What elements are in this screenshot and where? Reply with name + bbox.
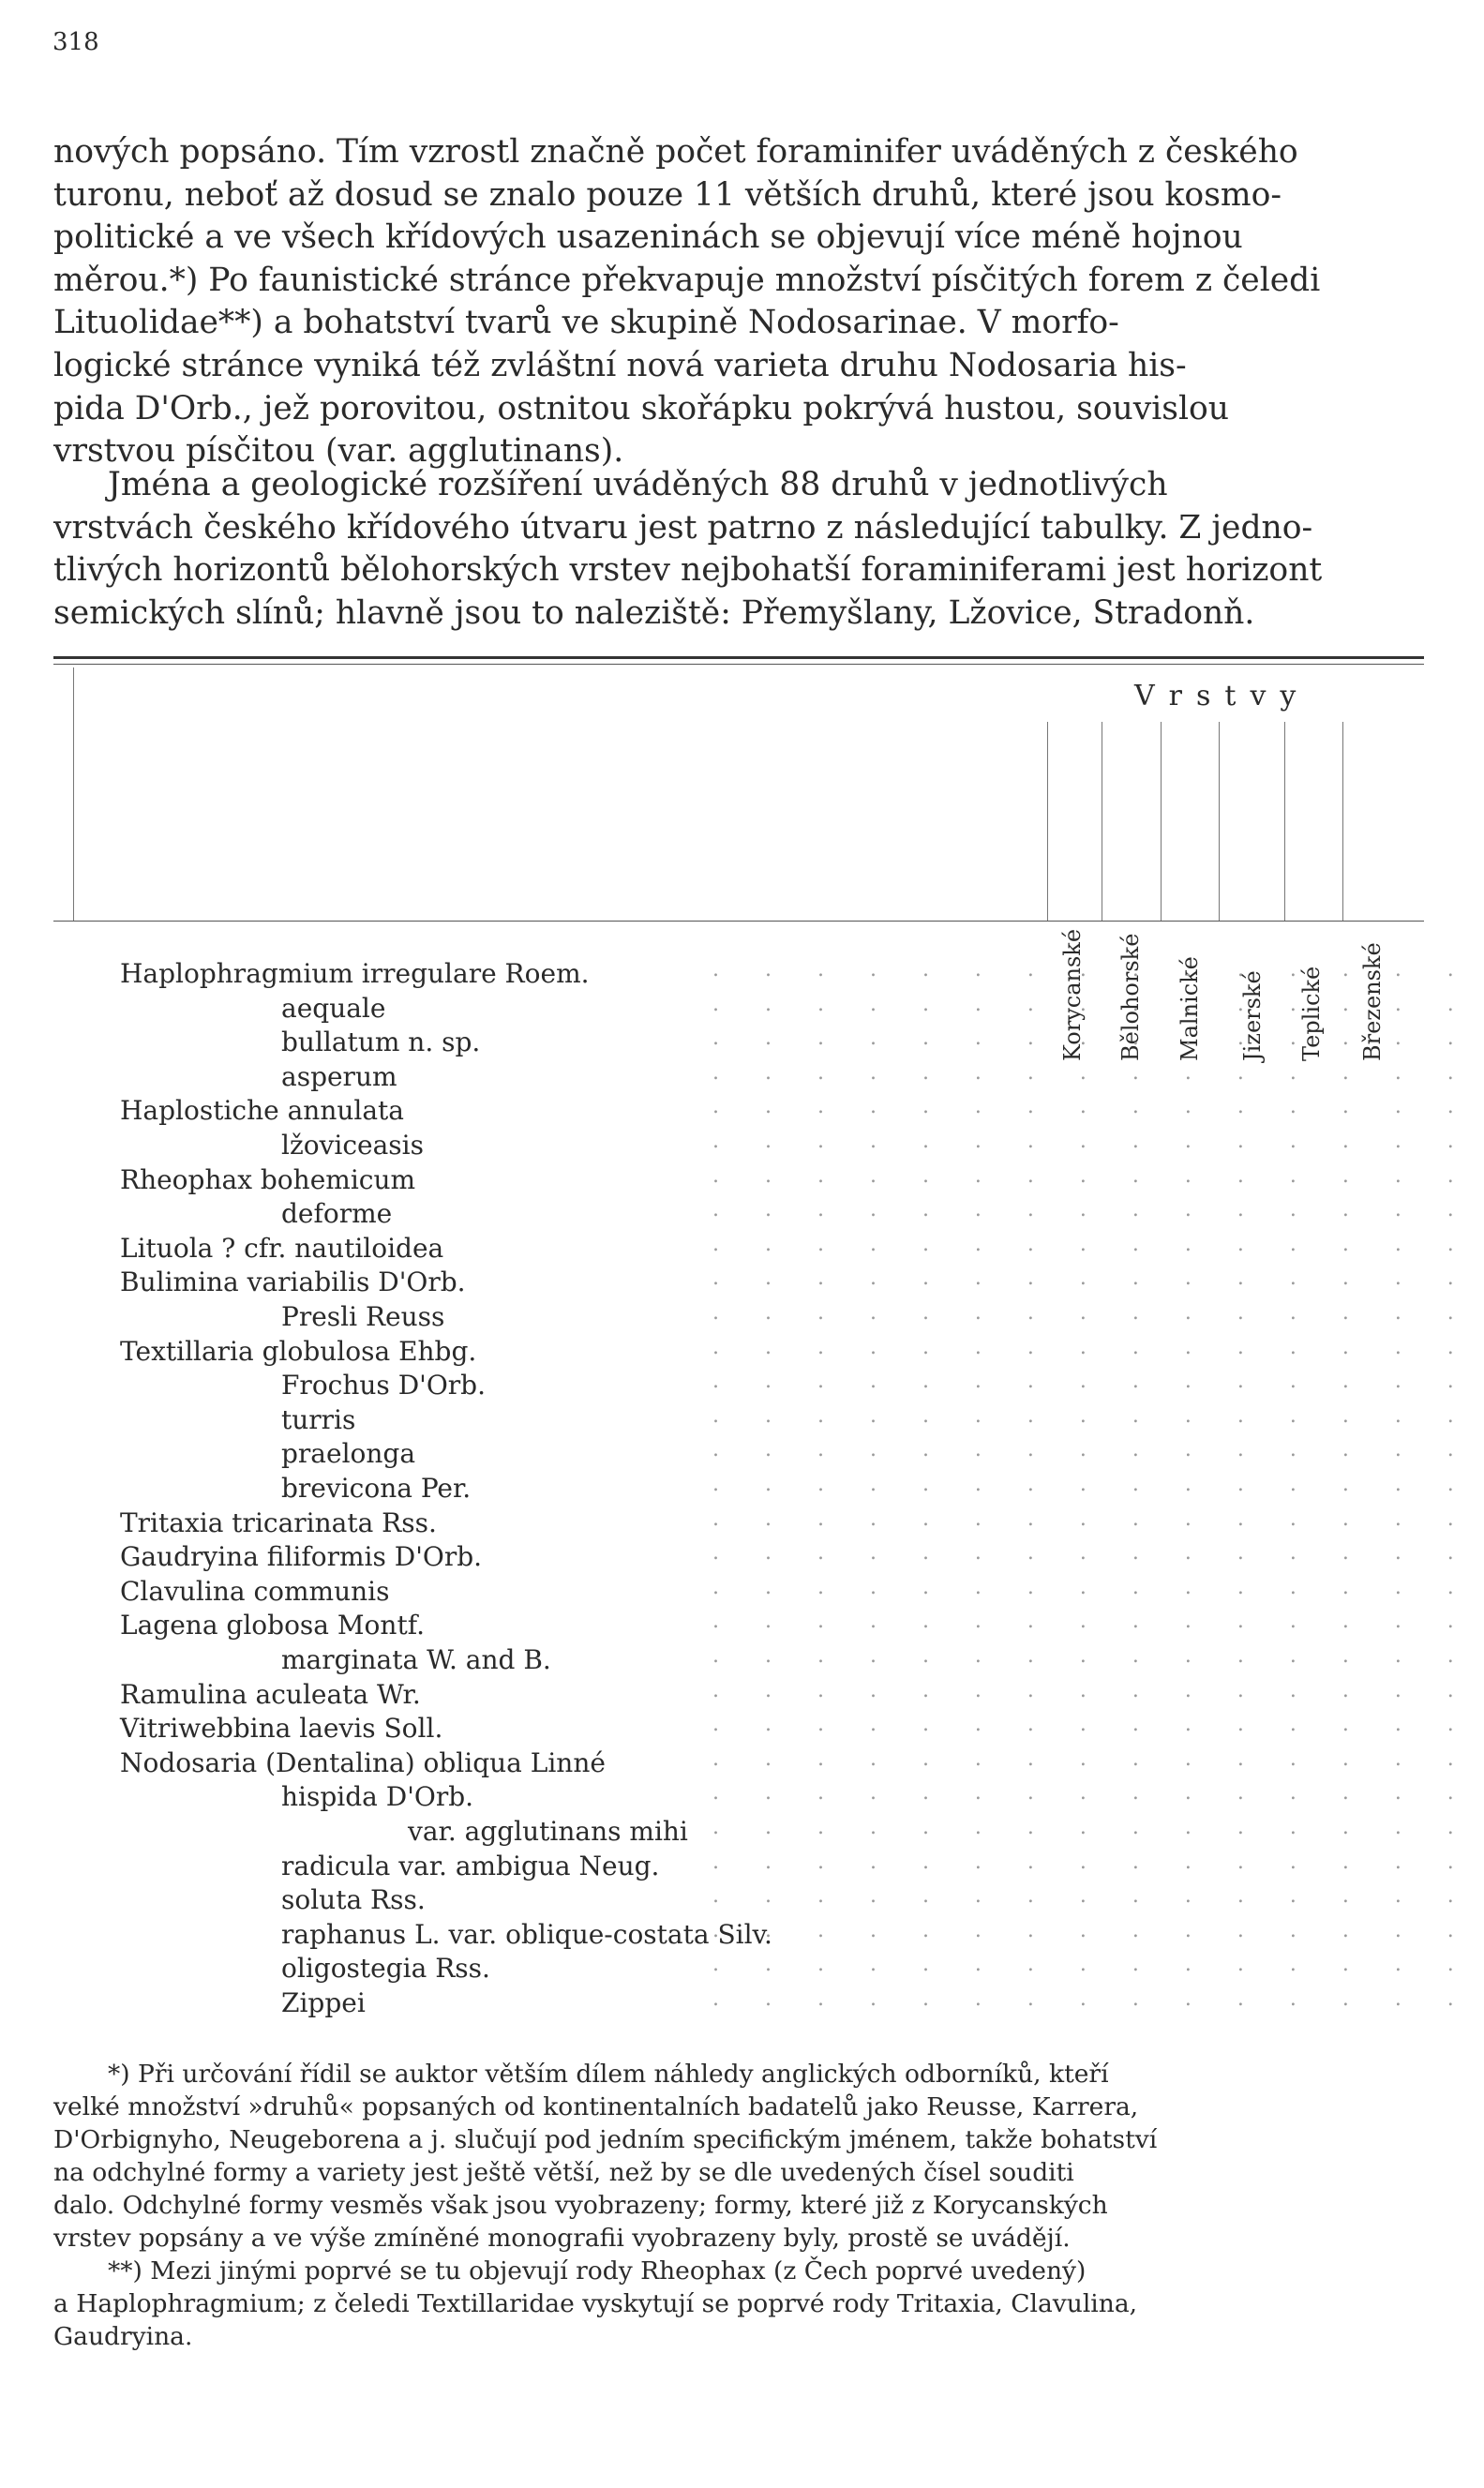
leader-dots: . . . . . . . . . . . . . . .: [712, 1438, 1474, 1462]
table-row: [0, 958, 1474, 996]
table-row: [0, 1095, 1474, 1132]
table-row: [0, 992, 1474, 1030]
species-name: Zippei: [281, 1987, 366, 2018]
leader-dots: . . . . . . . . . . . . . . .: [712, 1403, 1474, 1428]
table-top-rule-thin: [53, 664, 1424, 665]
leader-dots: . . . . . . . . . . . . . . .: [712, 1541, 1474, 1566]
leader-dots: . . . . . . . . . . . . . . .: [712, 1027, 1474, 1051]
text-line: vrstvou písčitou (var. agglutinans).: [53, 432, 624, 471]
text-line: semických slínů; hlavně jsou to naleziště: Přemyšlany, Lžovice, Stradonň.: [53, 593, 1255, 632]
table-row: [0, 1781, 1474, 1819]
table-row: [0, 1403, 1474, 1442]
leader-dots: . . . . . . . . . . . . . . .: [712, 1644, 1474, 1668]
footnote-line: velké množství »druhů« popsaných od kontinentalních badatelů jako Reusse, Karrera,: [53, 2092, 1139, 2121]
page-number: 318: [52, 28, 99, 56]
text-line: politické a ve všech křídových usazeninách se objevují více méně hojnou: [53, 218, 1243, 257]
table-row: [0, 1438, 1474, 1476]
footnote-line: a Haplophragmium; z čeledi Textillaridae vyskytují se poprvé rody Tritaxia, Clavulina,: [53, 2289, 1138, 2318]
leader-dots: . . . . . . . . . . . . . . .: [712, 1266, 1474, 1291]
species-name: bullatum n. sp.: [281, 1027, 481, 1058]
species-name: raphanus L. var. oblique-costata Silv.: [281, 1918, 772, 1950]
leader-dots: . . . . . . . . . . . . . . .: [712, 1918, 1474, 1942]
table-group-header: Vrstvy: [1134, 680, 1311, 712]
species-name: brevicona Per.: [281, 1473, 472, 1504]
text-line: pida D'Orb., jež porovitou, ostnitou skořápku pokrývá hustou, souvislou: [53, 389, 1230, 427]
leader-dots: . . . . . . . . . . . . . . .: [712, 1953, 1474, 1977]
leader-dots: . . . . . . . . . . . . . . .: [712, 1335, 1474, 1359]
column-header: Malnické: [1177, 956, 1203, 1061]
species-name: Haplostiche annulata: [120, 1095, 404, 1127]
footnote-line: dalo. Odchylné formy vesměs však jsou vyobrazeny; formy, které již z Korycanských: [53, 2191, 1108, 2220]
leader-dots: . . . . . . . . . . . . . . .: [712, 1816, 1474, 1839]
leader-dots: . . . . . . . . . . . . . . .: [712, 1781, 1474, 1806]
species-name: Ramulina aculeata Wr.: [120, 1678, 421, 1710]
footnote-line: Gaudryina.: [53, 2322, 193, 2351]
leader-dots: . . . . . . . . . . . . . . .: [712, 1987, 1474, 2011]
species-name: Vitriwebbina laevis Soll.: [120, 1713, 443, 1745]
species-name: Presli Reuss: [281, 1301, 445, 1332]
text-line: nových popsáno. Tím vzrostl značně počet foraminifer uváděných z českého: [53, 133, 1298, 171]
leader-dots: . . . . . . . . . . . . . . .: [712, 992, 1474, 1016]
footnote-line: na odchylné formy a variety jest ještě větší, než by se dle uvedených čísel souditi: [53, 2158, 1074, 2187]
leader-dots: . . . . . . . . . . . . . . .: [712, 1163, 1474, 1188]
leader-dots: . . . . . . . . . . . . . . .: [712, 1850, 1474, 1874]
footnotes: [53, 2058, 1424, 2353]
leader-dots: . . . . . . . . . . . . . . .: [712, 1473, 1474, 1496]
species-name: Tritaxia tricarinata Rss.: [120, 1506, 437, 1538]
species-name: Bulimina variabilis D'Orb.: [120, 1266, 466, 1298]
column-header: Jizerské: [1239, 970, 1266, 1061]
table-row: [0, 1884, 1474, 1922]
leader-dots: . . . . . . . . . . . . . . .: [712, 1506, 1474, 1531]
species-name: Haplophragmium irregulare Roem.: [120, 958, 590, 989]
table-row: [0, 1816, 1474, 1853]
body-paragraph-2: [53, 464, 1424, 635]
species-name: var. agglutinans mihi: [408, 1816, 688, 1847]
leader-dots: . . . . . . . . . . . . . . .: [712, 958, 1474, 982]
leader-dots: . . . . . . . . . . . . . . .: [712, 1060, 1474, 1085]
species-name: Frochus D'Orb.: [281, 1370, 486, 1401]
leader-dots: . . . . . . . . . . . . . . .: [712, 1095, 1474, 1119]
leader-dots: . . . . . . . . . . . . . . .: [712, 1884, 1474, 1909]
column-header: Bělohorské: [1117, 933, 1144, 1061]
table-row: [0, 1473, 1474, 1510]
leader-dots: . . . . . . . . . . . . . . .: [712, 1198, 1474, 1222]
body-paragraph-1: [53, 131, 1424, 473]
table-row: [0, 1198, 1474, 1236]
table-left-edge: [73, 667, 74, 921]
species-name: hispida D'Orb.: [281, 1781, 474, 1813]
table-row: [0, 1850, 1474, 1888]
footnote-line: **) Mezi jinými poprvé se tu objevují rody Rheophax (z Čech poprvé uvedený): [108, 2256, 1087, 2286]
species-name: lžoviceasis: [281, 1130, 424, 1161]
table-row: [0, 1987, 1474, 2025]
table-row: [0, 1232, 1474, 1270]
column-divider: [1284, 722, 1285, 921]
species-name: oligostegia Rss.: [281, 1953, 490, 1985]
table-row: [0, 1301, 1474, 1339]
column-header: Teplické: [1298, 966, 1325, 1061]
species-name: marginata W. and B.: [281, 1644, 551, 1675]
leader-dots: . . . . . . . . . . . . . . .: [712, 1678, 1474, 1702]
species-name: turris: [281, 1403, 356, 1435]
column-divider: [1047, 722, 1048, 921]
text-line: Lituolidae**) a bohatství tvarů ve skupině Nodosarinae. V morfo-: [53, 304, 1119, 342]
footnote-line: D'Orbignyho, Neugeborena a j. slučují pod jedním specifickým jménem, takže bohatství: [53, 2125, 1158, 2154]
table-row: [0, 1746, 1474, 1785]
column-header: Březenské: [1359, 942, 1386, 1061]
table-row: [0, 1060, 1474, 1099]
table-row: [0, 1644, 1474, 1682]
species-name: deforme: [281, 1198, 393, 1230]
species-name: aequale: [281, 992, 386, 1024]
table-row: [0, 1266, 1474, 1304]
leader-dots: . . . . . . . . . . . . . . .: [712, 1232, 1474, 1256]
column-divider: [1342, 722, 1343, 921]
text-line: Jména a geologické rozšíření uváděných 88 druhů v jednotlivých: [108, 466, 1168, 503]
leader-dots: . . . . . . . . . . . . . . .: [712, 1713, 1474, 1737]
footnote-line: *) Při určování řídil se auktor větším dílem náhledy anglických odborníků, kteří: [108, 2060, 1109, 2089]
species-name: Lagena globosa Montf.: [120, 1610, 425, 1641]
table-row: [0, 1370, 1474, 1407]
text-line: vrstvách českého křídového útvaru jest patrno z následující tabulky. Z jedno-: [53, 508, 1313, 547]
table-header-rule: [53, 921, 1424, 922]
table-row: [0, 1918, 1474, 1956]
table-row: [0, 1713, 1474, 1750]
table-row: [0, 1678, 1474, 1716]
leader-dots: . . . . . . . . . . . . . . .: [712, 1610, 1474, 1634]
leader-dots: . . . . . . . . . . . . . . .: [712, 1575, 1474, 1599]
text-line: turonu, neboť až dosud se znalo pouze 11 větších druhů, které jsou kosmo-: [53, 175, 1282, 214]
table-row: [0, 1130, 1474, 1167]
species-name: Rheophax bohemicum: [120, 1163, 416, 1195]
species-name: Lituola ? cfr. nautiloidea: [120, 1232, 444, 1264]
table-row: [0, 1575, 1474, 1613]
table-row: [0, 1541, 1474, 1579]
table-row: [0, 1027, 1474, 1064]
leader-dots: . . . . . . . . . . . . . . .: [712, 1301, 1474, 1325]
leader-dots: . . . . . . . . . . . . . . .: [712, 1746, 1474, 1771]
leader-dots: . . . . . . . . . . . . . . .: [712, 1370, 1474, 1394]
text-line: měrou.*) Po faunistické stránce překvapuje množství písčitých forem z čeledi: [53, 261, 1321, 299]
column-divider: [1219, 722, 1220, 921]
table-row: [0, 1610, 1474, 1647]
species-name: praelonga: [281, 1438, 416, 1470]
text-line: tlivých horizontů bělohorských vrstev nejbohatší foraminiferami jest horizont: [53, 551, 1323, 590]
species-name: radicula var. ambigua Neug.: [281, 1850, 660, 1881]
table-row: [0, 1163, 1474, 1202]
species-name: soluta Rss.: [281, 1884, 426, 1916]
species-name: Gaudryina filiformis D'Orb.: [120, 1541, 483, 1573]
column-header: Korycanské: [1059, 928, 1086, 1061]
species-name: Clavulina communis: [120, 1575, 390, 1607]
table-row: [0, 1506, 1474, 1545]
text-line: logické stránce vyniká též zvláštní nová varieta druhu Nodosaria his-: [53, 346, 1187, 384]
species-name: asperum: [281, 1060, 397, 1092]
table-row: [0, 1953, 1474, 1990]
leader-dots: . . . . . . . . . . . . . . .: [712, 1130, 1474, 1153]
species-name: Nodosaria (Dentalina) obliqua Linné: [120, 1746, 606, 1778]
footnote-line: vrstev popsány a ve výše zmíněné monografii vyobrazeny byly, prostě se uvádějí.: [53, 2224, 1071, 2253]
table-row: [0, 1335, 1474, 1373]
column-divider: [1161, 722, 1162, 921]
table-top-rule-thick: [53, 656, 1424, 659]
species-name: Textillaria globulosa Ehbg.: [120, 1335, 477, 1367]
